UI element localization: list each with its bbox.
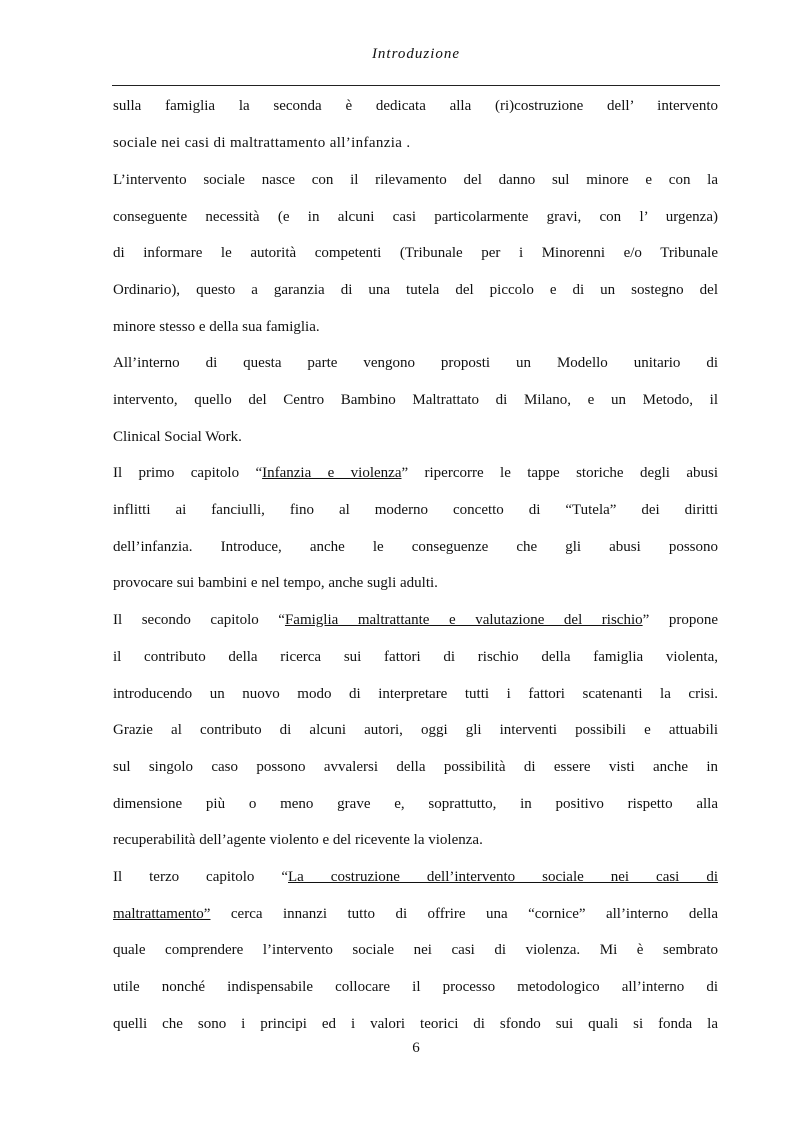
chapter-title-underlined: Famiglia maltrattante e valutazione del rischio [284,612,643,628]
text-line: dimensione più o meno grave e, soprattutto, in positivo rispetto alla [113,796,718,812]
text-line [113,610,718,630]
chapter-title-underlined: Infanzia e violenza [262,465,402,481]
text-line: di informare le autorità competenti (Tribunale per i Minorenni e/o Tribunale [113,245,718,261]
text-line: dell’infanzia. Introduce, anche le conseguenze che gli abusi possono [113,539,718,555]
text-line: il contributo della ricerca sui fattori di rischio della famiglia violenta, [113,649,718,665]
chapter-title-underlined: maltrattamento” [113,906,211,922]
page-number: 6 [412,1040,420,1056]
text-line [113,463,718,483]
text-line: conseguente necessità (e in alcuni casi particolarmente gravi, con l’ urgenza) [113,209,718,225]
text-line: sul singolo caso possono avvalersi della possibilità di essere visti anche in [113,759,718,775]
text-line: sociale nei casi di maltrattamento all’infanzia . [113,135,411,151]
text-run: Il secondo capitolo “ [113,612,285,628]
text-line: introducendo un nuovo modo di interpretare tutti i fattori scatenanti la crisi. [113,686,718,702]
header-divider [112,85,720,86]
text-line: inflitti ai fanciulli, fino al moderno concetto di “Tutela” dei diritti [113,502,718,518]
text-run: Il primo capitolo “ [113,465,263,481]
text-line: provocare sui bambini e nel tempo, anche sugli adulti. [113,575,438,591]
text-line: All’interno di questa parte vengono proposti un Modello unitario di [113,355,718,371]
text-run: ” ripercorre le tappe storiche degli abusi [401,465,718,481]
text-line: sulla famiglia la seconda è dedicata alla (ri)costruzione dell’ intervento [113,98,718,114]
text-run: cerca innanzi tutto di offrire una “cornice” all’interno della [210,906,718,922]
text-line: utile nonché indispensabile collocare il processo metodologico all’interno di [113,979,718,995]
running-header-title: Introduzione [371,46,461,62]
text-line: minore stesso e della sua famiglia. [113,319,320,335]
text-line: L’intervento sociale nasce con il rilevamento del danno sul minore e con la [113,172,718,188]
text-line: Grazie al contributo di alcuni autori, oggi gli interventi possibili e attuabili [113,722,718,738]
text-line: quelli che sono i principi ed i valori teorici di sfondo sui quali si fonda la [113,1016,718,1032]
text-line: Clinical Social Work. [113,429,242,445]
chapter-title-underlined: La costruzione dell’intervento sociale nei casi di [288,869,718,885]
text-line [113,867,718,887]
text-run: ” propone [642,612,718,628]
text-run: Il terzo capitolo “ [113,869,288,885]
text-line: intervento, quello del Centro Bambino Maltrattato di Milano, e un Metodo, il [113,392,718,408]
text-line: quale comprendere l’intervento sociale nei casi di violenza. Mi è sembrato [113,942,718,958]
text-line: Ordinario), questo a garanzia di una tutela del piccolo e di un sostegno del [113,282,718,298]
text-line: recuperabilità dell’agente violento e del ricevente la violenza. [113,832,483,848]
text-line [113,904,718,924]
